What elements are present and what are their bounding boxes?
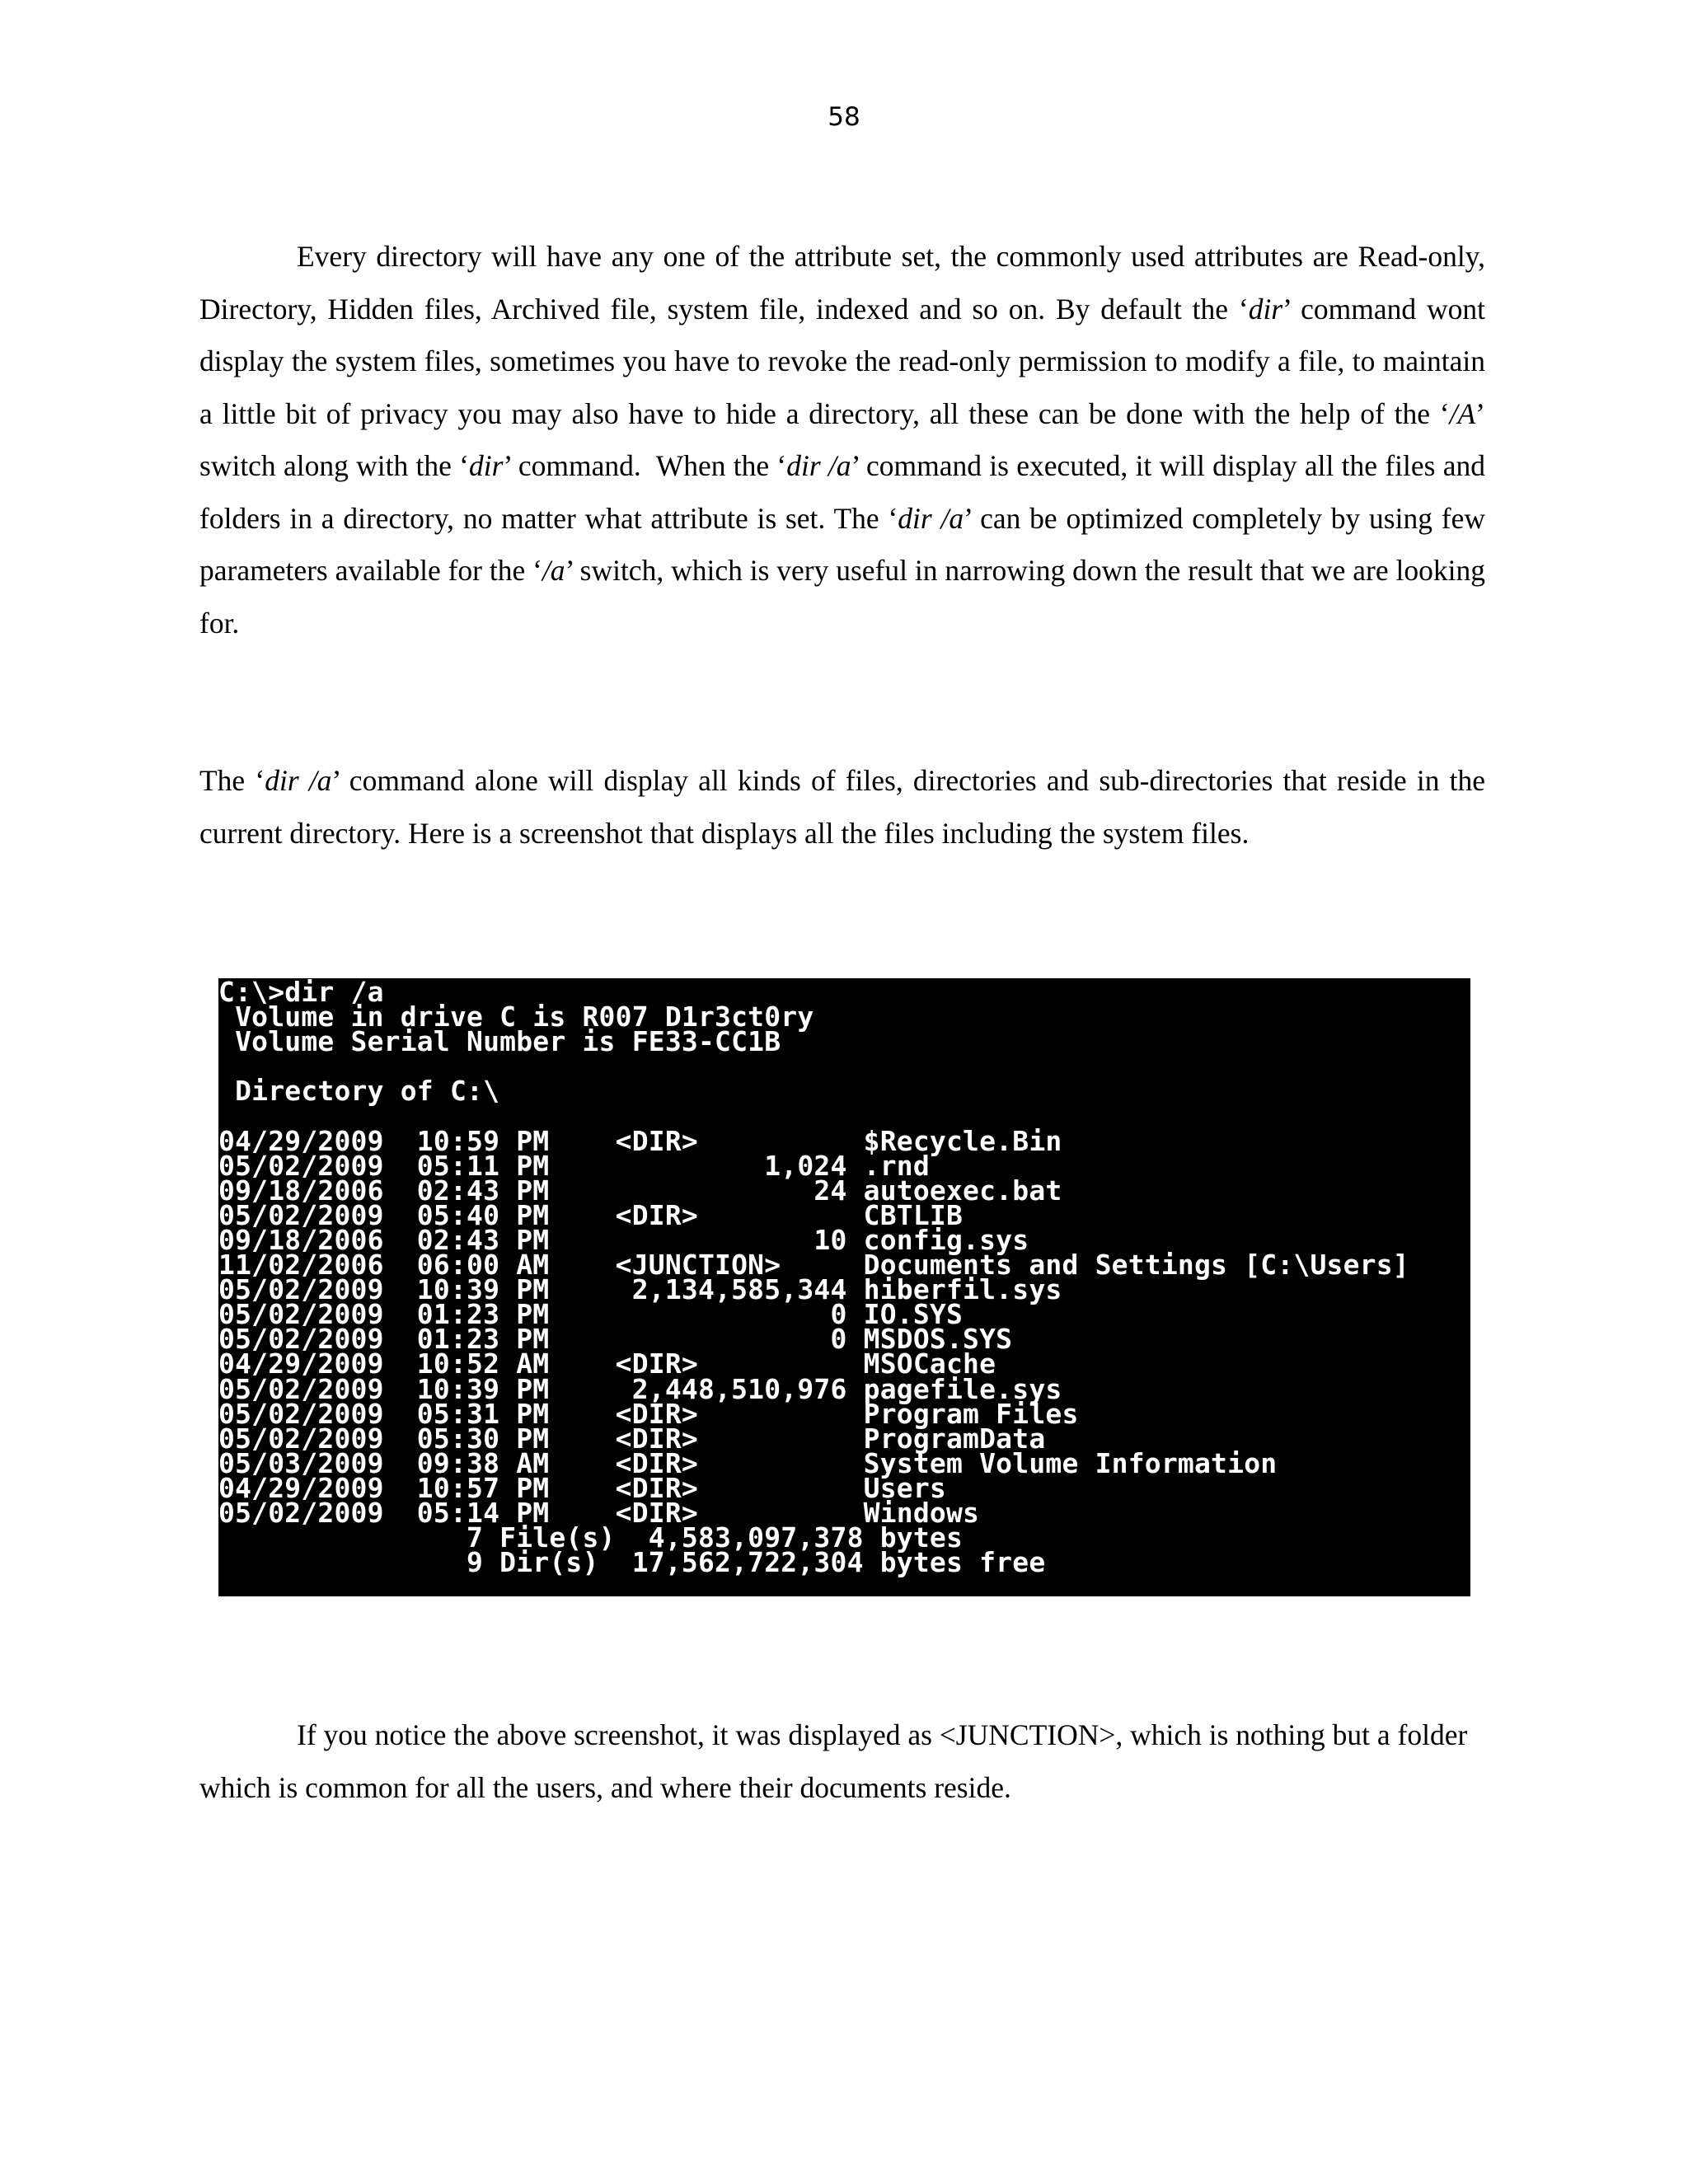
console-line: Directory of C:\ — [218, 1075, 500, 1108]
console-line: 9 Dir(s) 17,562,722,304 bytes free — [218, 1546, 1046, 1579]
console-line: 09/18/2006 02:43 PM 24 autoexec.bat — [218, 1174, 1062, 1207]
italic-term: dir /a — [898, 501, 964, 535]
console-line: 05/03/2009 09:38 AM <DIR> System Volume Information — [218, 1446, 1278, 1479]
console-line: 05/02/2009 10:39 PM 2,448,510,976 pagefile.sys — [218, 1372, 1062, 1405]
text-run: ’ command alone will display all kinds of files, directories and sub-directories that reside in the current directory. Here is a screenshot that displays all the files including the system files. — [199, 764, 1486, 850]
text-run: ’ switch, which is very useful in narrowing down the result that we are looking for. — [199, 554, 1485, 640]
console-line: Volume Serial Number is FE33-CC1B — [218, 1025, 781, 1058]
italic-term: dir /a — [265, 764, 332, 797]
console-line: 05/02/2009 05:40 PM <DIR> CBTLIB — [218, 1198, 964, 1231]
console-line: 09/18/2006 02:43 PM 10 config.sys — [218, 1223, 1029, 1256]
console-line: 05/02/2009 05:30 PM <DIR> ProgramData — [218, 1422, 1046, 1455]
console-line: 04/29/2009 10:52 AM <DIR> MSOCache — [218, 1347, 996, 1380]
paragraph-dir-a — [199, 755, 1485, 860]
text-run: ’ command. When the ‘ — [503, 449, 787, 482]
console-line: 05/02/2009 10:39 PM 2,134,585,344 hiberfil.sys — [218, 1273, 1062, 1306]
console-output — [218, 978, 1409, 1579]
italic-term: /a — [542, 554, 565, 587]
italic-term: dir — [469, 449, 504, 482]
text-run: ’ command wont display the system files, sometimes you have to revoke the read-only permission to modify a file, to maintain a little bit of privacy you may also have to hide a directory, all these can be done with the help of the ‘ — [199, 292, 1485, 430]
console-line: C:\>dir /a — [218, 978, 384, 1008]
text-run: The ‘ — [199, 764, 265, 797]
console-line: 04/29/2009 10:57 PM <DIR> Users — [218, 1471, 946, 1504]
page-number: 58 — [828, 102, 860, 132]
console-line: 05/02/2009 05:31 PM <DIR> Program Files — [218, 1397, 1079, 1430]
italic-term: /A — [1449, 396, 1476, 430]
console-line: 05/02/2009 01:23 PM 0 MSDOS.SYS — [218, 1323, 1013, 1356]
console-line: 05/02/2009 05:11 PM 1,024 .rnd — [218, 1149, 930, 1182]
console-line: 04/29/2009 10:59 PM <DIR> $Recycle.Bin — [218, 1124, 1062, 1157]
text-run: ’ command is executed, it will display all the files and folders in a directory, no matter what attribute is set. The ‘ — [199, 449, 1485, 535]
console-line: Volume in drive C is R007 D1r3ct0ry — [218, 1001, 814, 1033]
console-screenshot — [218, 978, 1470, 1596]
text-run: Every directory will have any one of the attribute set, the commonly used attributes are Read-only, Directory, Hidden files, Archived file, system file, indexed and so on. By default the ‘ — [199, 240, 1485, 326]
italic-term: dir /a — [786, 449, 851, 482]
italic-term: dir — [1248, 292, 1283, 326]
console-line: 7 File(s) 4,583,097,378 bytes — [218, 1521, 964, 1554]
console-line: 05/02/2009 01:23 PM 0 IO.SYS — [218, 1298, 964, 1331]
text-run: ’ switch along with the ‘ — [199, 396, 1485, 482]
console-line: 05/02/2009 05:14 PM <DIR> Windows — [218, 1496, 980, 1529]
text-run: ’ can be optimized completely by using few parameters available for the ‘ — [199, 501, 1485, 587]
paragraph-junction: If you notice the above screenshot, it was displayed as <JUNCTION>, which is nothing but a folder which is common for all the users, and where their documents reside. — [199, 1718, 1468, 1804]
console-line: 11/02/2006 06:00 AM <JUNCTION> Documents and Settings [C:\Users] — [218, 1249, 1409, 1282]
paragraph-attributes — [199, 231, 1485, 649]
